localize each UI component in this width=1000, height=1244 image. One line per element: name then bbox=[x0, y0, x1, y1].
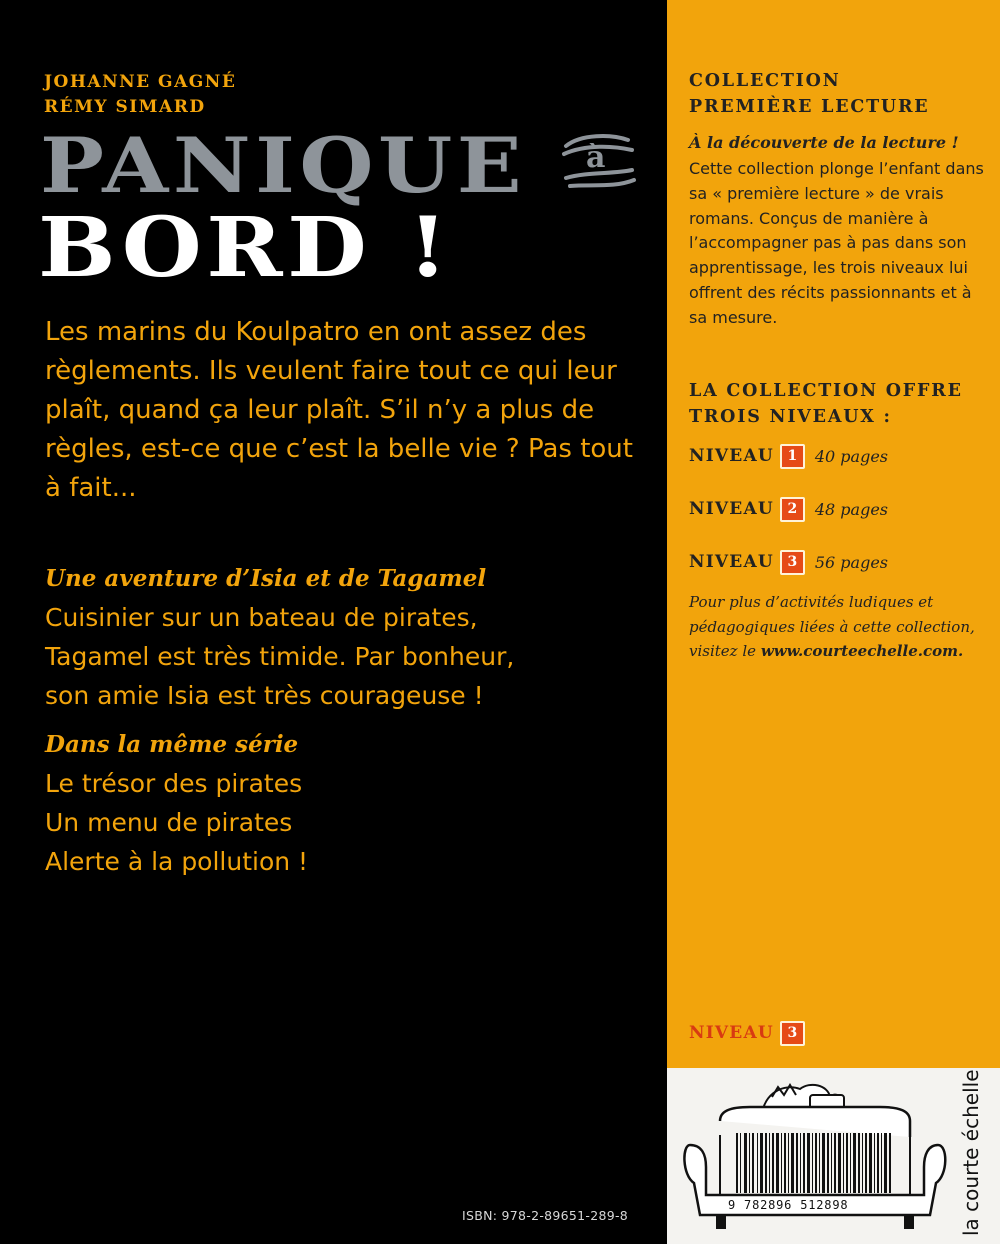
current-level-badge: 3 bbox=[780, 1021, 805, 1046]
more-info-text: Pour plus d’activités ludiques et pédagogiques liées à cette collection, visitez le bbox=[689, 593, 975, 660]
level-label: NIVEAU bbox=[689, 499, 774, 519]
title-line-2: BORD ! bbox=[38, 200, 453, 296]
barcode-number: 9 782896 512898 bbox=[728, 1198, 849, 1212]
collection-heading-line: COLLECTION bbox=[689, 71, 841, 91]
collection-heading-line: PREMIÈRE LECTURE bbox=[689, 97, 930, 117]
series-title: Le trésor des pirates bbox=[45, 769, 303, 798]
collection-description: Cette collection plonge l’enfant dans sa « première lecture » de vrais romans. Conçus de manière à l’accompagner pas à pas dans son apprentissage, les trois niveaux lui offrent des récits passionnants et à sa mesure. bbox=[689, 159, 984, 327]
publisher-logo: la courte échelle bbox=[959, 1069, 983, 1236]
author-2: RÉMY SIMARD bbox=[44, 97, 206, 117]
adventure-text bbox=[45, 598, 514, 715]
author-1: JOHANNE GAGNÉ bbox=[44, 72, 237, 92]
levels-heading-line: TROIS NIVEAUX : bbox=[689, 407, 892, 427]
series-list bbox=[45, 764, 308, 881]
isbn: ISBN: 978-2-89651-289-8 bbox=[462, 1208, 629, 1223]
level-label: NIVEAU bbox=[689, 552, 774, 572]
more-info bbox=[689, 590, 989, 664]
title-line-1: PANIQUE bbox=[40, 121, 527, 210]
authors bbox=[44, 70, 236, 120]
level-number-badge: 2 bbox=[780, 497, 805, 522]
current-level-label: NIVEAU bbox=[689, 1023, 774, 1043]
current-level bbox=[689, 1019, 805, 1047]
level-2-row bbox=[689, 495, 888, 523]
series-heading: Dans la même série bbox=[45, 731, 299, 758]
blurb: Les marins du Koulpatro en ont assez des règlements. Ils veulent faire tout ce qui leur plaît, quand ça leur plaît. S’il n’y a plus de règles, est-ce que c’est la belle vie ? Pas tout à fait... bbox=[45, 317, 633, 503]
series-title: Un menu de pirates bbox=[45, 808, 293, 837]
level-number-badge: 3 bbox=[780, 550, 805, 575]
level-pages: 56 pages bbox=[814, 552, 889, 572]
level-label: NIVEAU bbox=[689, 446, 774, 466]
collection-tagline: À la découverte de la lecture ! bbox=[689, 133, 959, 152]
title-small-word bbox=[556, 126, 642, 202]
adventure-heading: Une aventure d’Isia et de Tagamel bbox=[45, 565, 487, 592]
level-number-badge: 1 bbox=[780, 444, 805, 469]
level-3-row bbox=[689, 548, 888, 576]
adventure-line: Cuisinier sur un bateau de pirates, bbox=[45, 603, 478, 632]
collection-heading bbox=[689, 68, 929, 120]
adventure-line: Tagamel est très timide. Par bonheur, bbox=[45, 642, 515, 671]
levels-heading bbox=[689, 378, 963, 430]
title-a: à bbox=[586, 140, 606, 175]
levels-heading-line: LA COLLECTION OFFRE bbox=[689, 381, 963, 401]
series-title: Alerte à la pollution ! bbox=[45, 847, 309, 876]
level-pages: 40 pages bbox=[814, 446, 889, 466]
level-pages: 48 pages bbox=[814, 499, 889, 519]
adventure-line: son amie Isia est très courageuse ! bbox=[45, 681, 484, 710]
level-1-row bbox=[689, 442, 888, 470]
sofa-illustration-icon bbox=[680, 1075, 950, 1240]
website-link[interactable]: www.courteechelle.com. bbox=[760, 642, 964, 660]
